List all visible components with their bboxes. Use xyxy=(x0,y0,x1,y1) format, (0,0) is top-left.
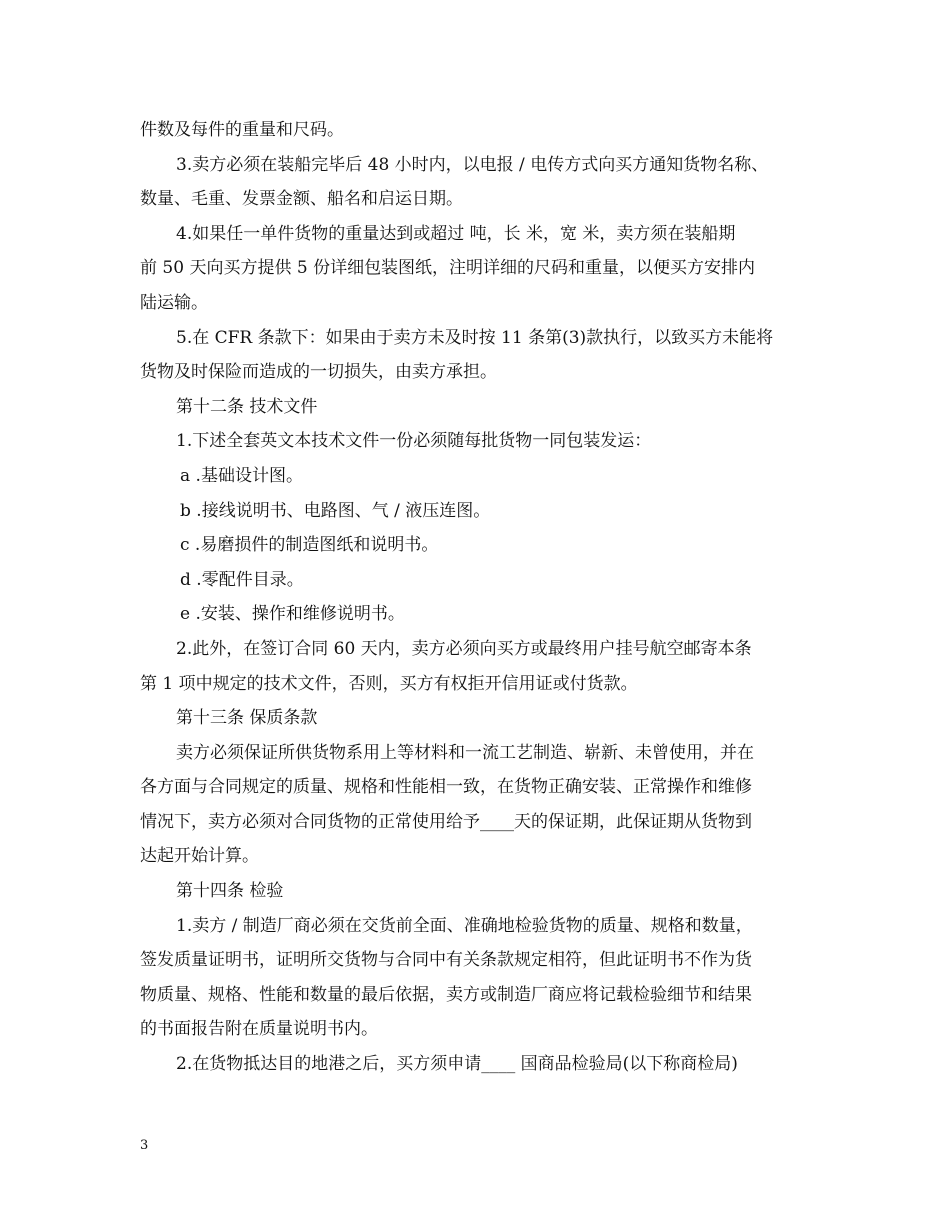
text-line: 各方面与合同规定的质量、规格和性能相一致，在货物正确安装、正常操作和维修 xyxy=(140,777,752,798)
text-line: 件数及每件的重量和尺码。 xyxy=(140,120,344,140)
text-line: a .基础设计图。 xyxy=(180,465,303,486)
text-line: 卖方必须保证所供货物系用上等材料和一流工艺制造、崭新、未曾使用，并在 xyxy=(176,742,754,763)
text-line: 的书面报告附在质量说明书内。 xyxy=(140,1019,378,1040)
text-line: 4.如果任一单件货物的重量达到或超过 吨，长 米，宽 米，卖方须在装船期 xyxy=(176,223,736,244)
text-line: 2.在货物抵达目的地港之后，买方须申请____ 国商品检验局(以下称商检局) xyxy=(176,1054,738,1075)
text-line: 数量、毛重、发票金额、船名和启运日期。 xyxy=(140,189,463,210)
text-line: 达起开始计算。 xyxy=(140,846,259,867)
text-line: 陆运输。 xyxy=(140,292,208,313)
text-line: 1.卖方 / 制造厂商必须在交货前全面、准确地检验货物的质量、规格和数量， xyxy=(176,915,753,936)
text-line: 第十二条 技术文件 xyxy=(176,396,318,417)
text-line: 货物及时保险而造成的一切损失，由卖方承担。 xyxy=(140,362,497,383)
text-line: c .易磨损件的制造图纸和说明书。 xyxy=(180,535,439,556)
text-line: 第 1 项中规定的技术文件，否则，买方有权拒开信用证或付货款。 xyxy=(140,673,638,694)
text-line: 第十三条 保质条款 xyxy=(176,708,318,729)
text-line: 2.此外，在签订合同 60 天内，卖方必须向买方或最终用户挂号航空邮寄本条 xyxy=(176,638,752,659)
text-line: 签发质量证明书，证明所交货物与合同中有关条款规定相符，但此证明书不作为货 xyxy=(140,950,752,971)
text-line: e .安装、操作和维修说明书。 xyxy=(180,604,405,625)
text-line: b .接线说明书、电路图、气 / 液压连图。 xyxy=(180,500,491,521)
text-line: 前 50 天向买方提供 5 份详细包装图纸，注明详细的尺码和重量，以便买方安排内 xyxy=(140,258,756,279)
document-body xyxy=(140,113,815,1082)
text-line: d .零配件目录。 xyxy=(180,569,304,590)
text-line: 第十四条 检验 xyxy=(176,881,284,902)
page-number: 3 xyxy=(140,1138,149,1153)
text-line: 情况下，卖方必须对合同货物的正常使用给予____天的保证期，此保证期从货物到 xyxy=(140,811,752,832)
text-line: 3.卖方必须在装船完毕后 48 小时内，以电报 / 电传方式向买方通知货物名称、 xyxy=(176,154,769,175)
text-line: 5.在 CFR 条款下：如果由于卖方未及时按 11 条第(3)款执行，以致买方未能将 xyxy=(176,327,774,348)
text-line: 1.下述全套英文本技术文件一份必须随每批货物一同包装发运： xyxy=(176,431,652,452)
text-line: 物质量、规格、性能和数量的最后依据，卖方或制造厂商应将记载检验细节和结果 xyxy=(140,984,752,1005)
